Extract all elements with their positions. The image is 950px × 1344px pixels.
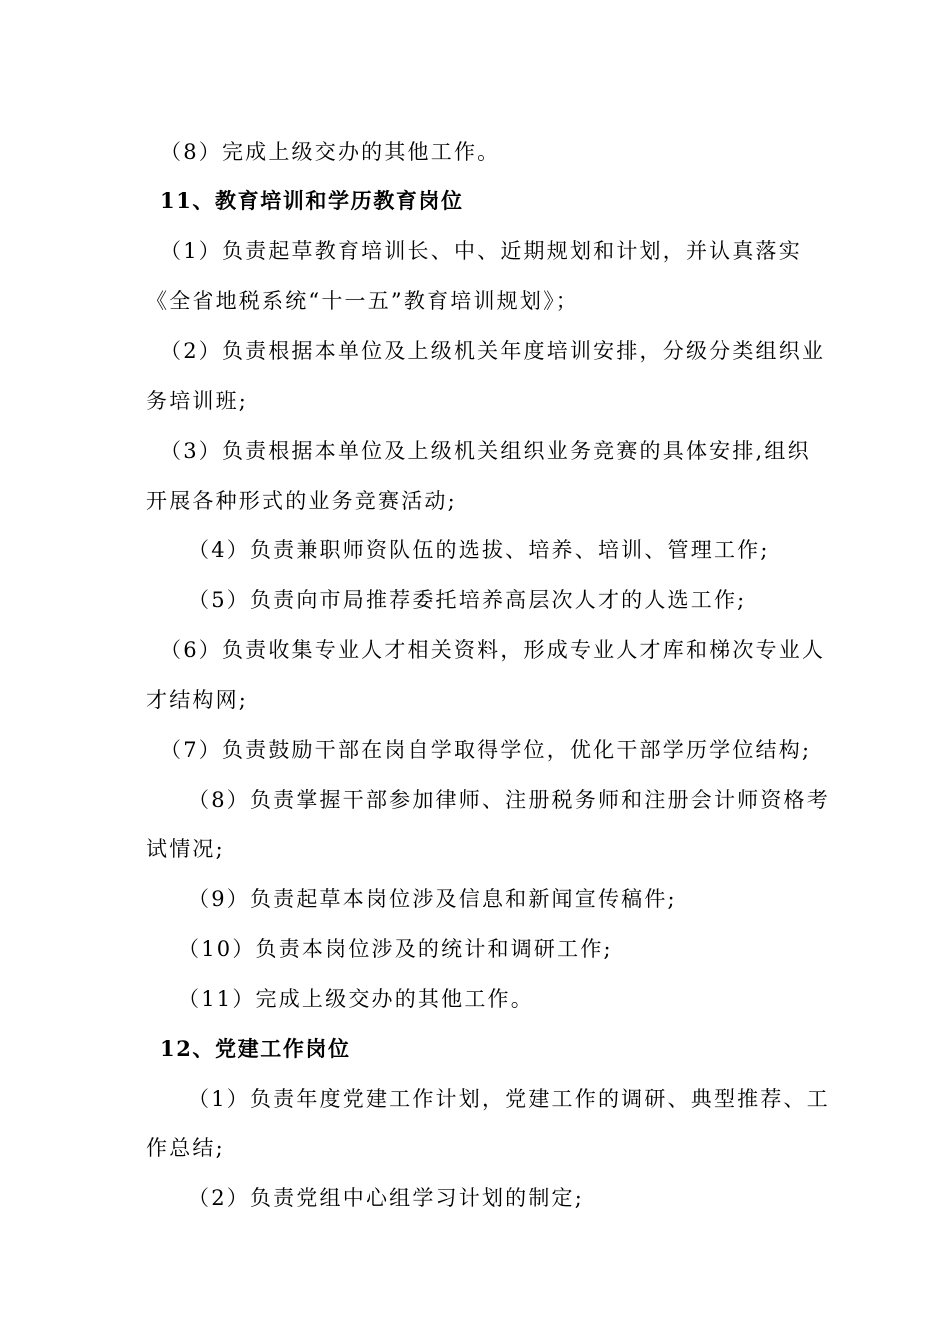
- item-8-complete-other-work: （8）完成上级交办的其他工作。: [160, 140, 501, 164]
- edu-item-7: （7）负责鼓励干部在岗自学取得学位，优化干部学历学位结构;: [160, 738, 812, 762]
- edu-item-1-line-1: （1）负责起草教育培训长、中、近期规划和计划，并认真落实: [160, 239, 802, 263]
- edu-item-8-line-2: 试情况;: [146, 837, 225, 861]
- edu-item-6-line-1: （6）负责收集专业人才相关资料，形成专业人才库和梯次专业人: [160, 638, 826, 662]
- edu-item-9: （9）负责起草本岗位涉及信息和新闻宣传稿件;: [188, 887, 677, 911]
- edu-item-2-line-1: （2）负责根据本单位及上级机关年度培训安排，分级分类组织业: [160, 339, 826, 363]
- edu-item-4: （4）负责兼职师资队伍的选拔、培养、培训、管理工作;: [188, 538, 770, 562]
- edu-item-3-line-1: （3）负责根据本单位及上级机关组织业务竞赛的具体安排,组织: [160, 439, 811, 463]
- section-heading-12: 12、党建工作岗位: [160, 1036, 351, 1061]
- party-item-1-line-1: （1）负责年度党建工作计划，党建工作的调研、典型推荐、工: [188, 1087, 830, 1111]
- edu-item-3-line-2: 开展各种形式的业务竞赛活动;: [146, 489, 457, 513]
- edu-item-1-line-2: 《全省地税系统“十一五”教育培训规划》；: [146, 289, 579, 313]
- party-item-1-line-2: 作总结;: [146, 1136, 225, 1160]
- edu-item-8-line-1: （8）负责掌握干部参加律师、注册税务师和注册会计师资格考: [188, 788, 830, 812]
- edu-item-10: （10）负责本岗位涉及的统计和调研工作;: [178, 937, 613, 961]
- section-heading-11: 11、教育培训和学历教育岗位: [160, 188, 464, 213]
- edu-item-11: （11）完成上级交办的其他工作。: [178, 987, 534, 1011]
- edu-item-5: （5）负责向市局推荐委托培养高层次人才的人选工作;: [188, 588, 747, 612]
- edu-item-6-line-2: 才结构网;: [146, 688, 249, 712]
- party-item-2: （2）负责党组中心组学习计划的制定;: [188, 1186, 585, 1210]
- edu-item-2-line-2: 务培训班;: [146, 389, 249, 413]
